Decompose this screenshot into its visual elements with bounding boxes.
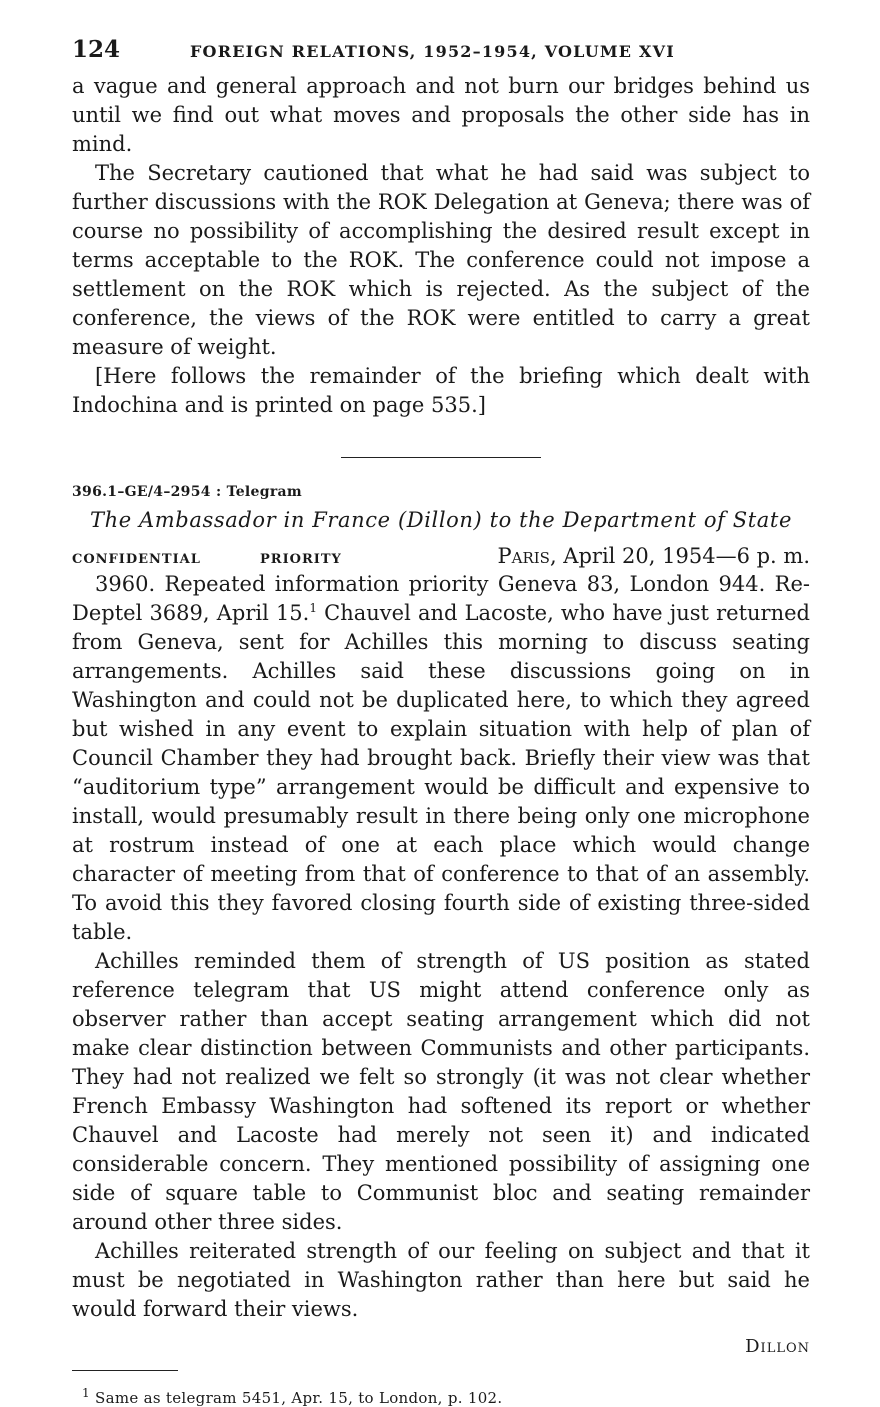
continuation-paragraph-2: The Secretary cautioned that what he had said was subject to further discussions with the ROK Delegation at Geneva; there was of course no possibility of accomplishing the desired result except in terms acceptable to the ROK. The conference could not impose a settlement on the ROK which is rejected. As the subject of the conference, the views of the ROK were entitled to carry a great measure of weight. bbox=[72, 161, 810, 359]
footnote bbox=[82, 1386, 810, 1407]
continuation-paragraph-3: [Here follows the remainder of the briefing which dealt with Indochina and is printed on page 535.] bbox=[72, 364, 810, 417]
telegram-paragraph-1-rest: Chauvel and Lacoste, who have just returned from Geneva, sent for Achilles this morning to discuss seating arrangements. Achilles said these discussions going on in Washington and could not be duplicated here, to which they agreed but wished in any event to explain situation with help of plan of Council Chamber they had brought back. Briefly their view was that “auditorium type” arrangement would be difficult and expensive to install, would presumably result in there being only one microphone at rostrum instead of one at each place which would change character of meeting from that of conference to that of an assembly. To avoid this they favored closing fourth side of existing three-sided table. bbox=[72, 601, 810, 944]
precedence-label: PRIORITY bbox=[260, 552, 342, 567]
telegram-paragraph-1-start: 3960. Repeated information priority Geneva 83, London 944. Re-Deptel 3689, April 15. bbox=[72, 572, 810, 625]
dateline-date: April 20, 1954—6 p. m. bbox=[556, 544, 810, 568]
page-number: 124 bbox=[72, 36, 121, 63]
telegram-paragraph-1 bbox=[72, 570, 810, 947]
running-head bbox=[72, 36, 810, 72]
section-divider bbox=[341, 457, 541, 458]
telegram-paragraph-2: Achilles reminded them of strength of US position as stated reference telegram that US might attend conference only as observer rather than accept seating arrangement which did not make clear distinction between Communists and other participants. They had not realized we felt so strongly (it was not clear whether French Embassy Washington had softened its report or whether Chauvel and Lacoste had merely not seen it) and indicated considerable concern. They mentioned possibility of assigning one side of square table to Communist bloc and seating remainder around other three sides. bbox=[72, 949, 810, 1234]
page bbox=[72, 36, 810, 1407]
footnote-reference[interactable]: 1 bbox=[309, 601, 317, 615]
running-title: FOREIGN RELATIONS, 1952–1954, VOLUME XVI bbox=[190, 42, 675, 61]
footnote-marker: 1 bbox=[82, 1386, 90, 1400]
classification-line bbox=[72, 544, 810, 568]
document-title: The Ambassador in France (Dillon) to the Department of State bbox=[89, 508, 792, 532]
telegram-paragraph-3: Achilles reiterated strength of our feeling on subject and that it must be negotiated in Washington rather than here but said he would forward their views. bbox=[72, 1239, 810, 1321]
footnote-text: Same as telegram 5451, Apr. 15, to London, p. 102. bbox=[89, 1389, 503, 1407]
classification-label: CONFIDENTIAL bbox=[72, 552, 201, 567]
continuation-paragraph-1: a vague and general approach and not burn our bridges behind us until we find out what moves and proposals the other side has in mind. bbox=[72, 74, 810, 156]
signature: Dillon bbox=[745, 1336, 810, 1357]
dateline bbox=[497, 544, 810, 568]
footnote-rule bbox=[72, 1370, 178, 1371]
file-reference: 396.1–GE/4–2954 : Telegram bbox=[72, 484, 302, 500]
dateline-place: Paris, bbox=[497, 544, 557, 568]
